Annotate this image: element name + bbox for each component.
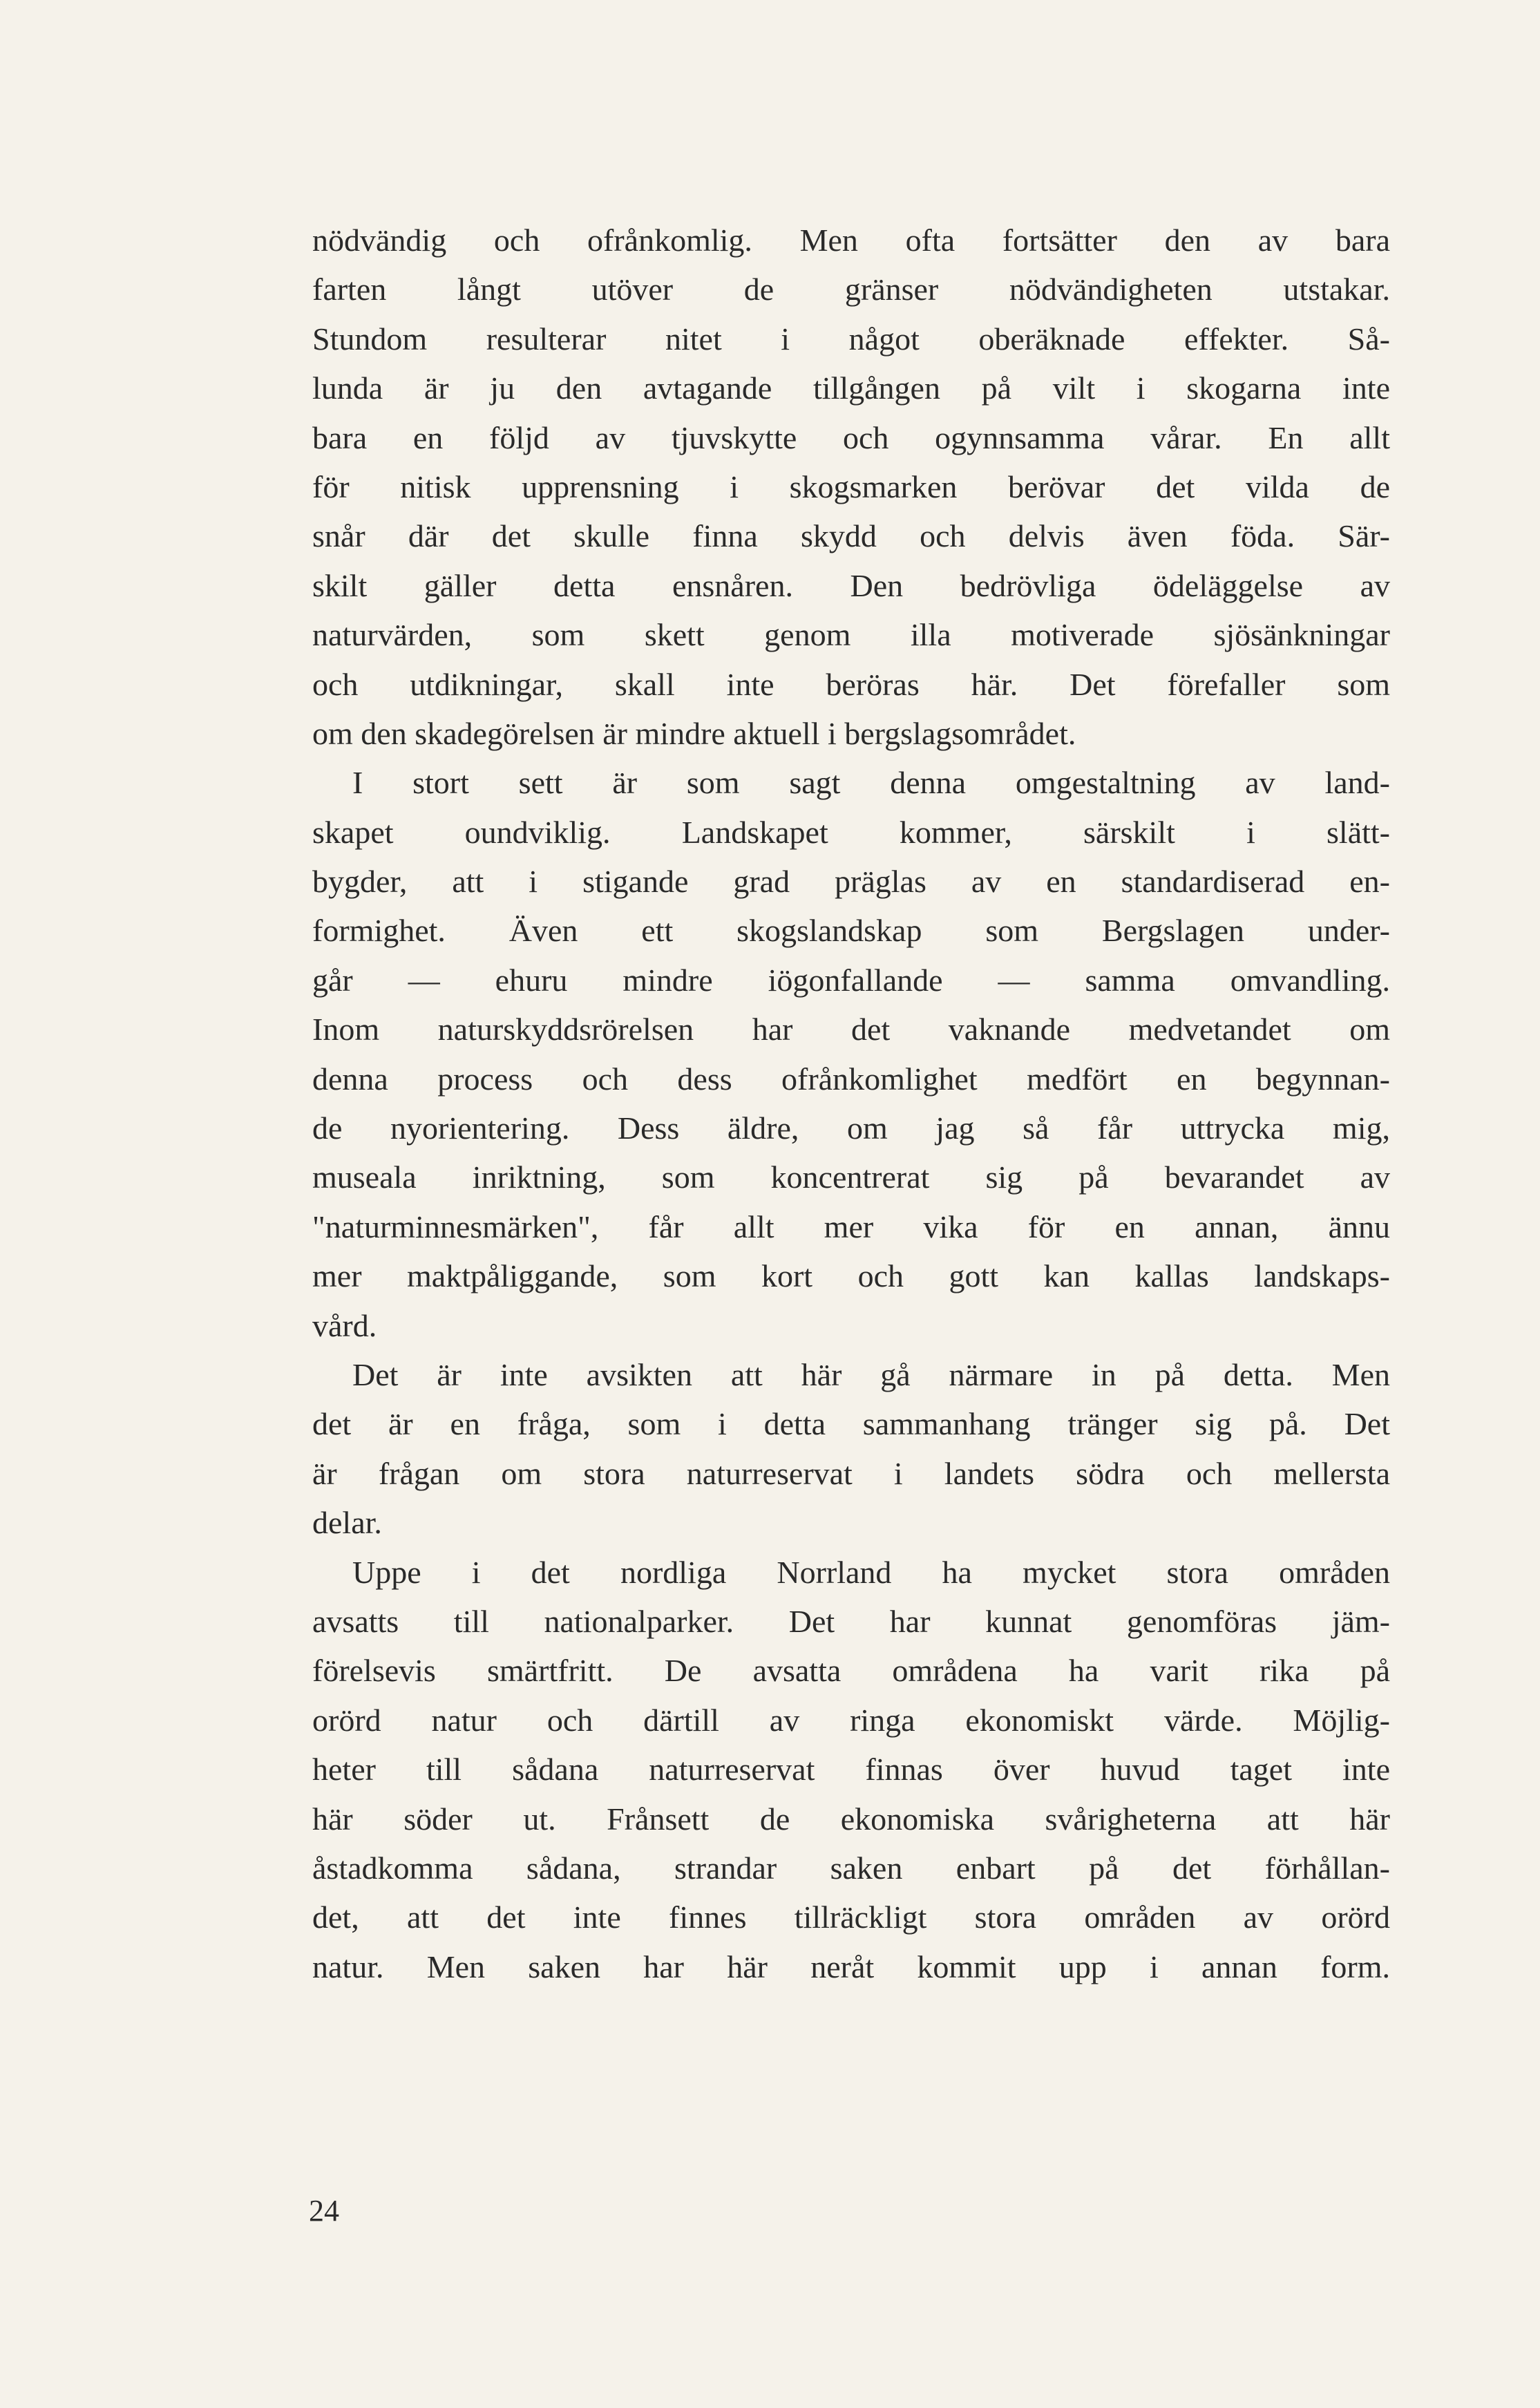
text-line: orörd natur och därtill av ringa ekonomiskt värde. Möjlig-	[312, 1702, 1390, 1738]
text-line: går — ehuru mindre iögonfallande — samma omvandling.	[312, 962, 1390, 998]
paragraph-3	[312, 1350, 1390, 1548]
text-line: åstadkomma sådana, strandar saken enbart på det förhållan-	[312, 1850, 1390, 1886]
text-line: bygder, att i stigande grad präglas av en standardiserad en-	[312, 864, 1390, 900]
text-line: naturvärden, som skett genom illa motiverade sjösänkningar	[312, 617, 1390, 653]
text-line: de nyorientering. Dess äldre, om jag så får uttrycka mig,	[312, 1110, 1390, 1146]
body-text	[312, 216, 1390, 1991]
text-line: denna process och dess ofrånkomlighet medfört en begynnan-	[312, 1061, 1390, 1097]
text-line: skapet oundviklig. Landskapet kommer, särskilt i slätt-	[312, 814, 1390, 850]
text-line: natur. Men saken har här neråt kommit upp i annan form.	[312, 1949, 1390, 1984]
text-line: heter till sådana naturreservat finnas över huvud taget inte	[312, 1752, 1390, 1788]
text-line: farten långt utöver de gränser nödvändigheten utstakar.	[312, 272, 1390, 307]
text-line: Det är inte avsikten att här gå närmare in på detta. Men	[352, 1356, 1390, 1392]
text-line: "naturminnesmärken", får allt mer vika för en annan, ännu	[312, 1208, 1390, 1244]
text-line: skilt gäller detta ensnåren. Den bedrövliga ödeläggelse av	[312, 567, 1390, 603]
text-line: är frågan om stora naturreservat i landets södra och mellersta	[312, 1455, 1390, 1491]
paragraph-4	[312, 1548, 1390, 1992]
text-line: vård.	[312, 1307, 377, 1343]
text-line: avsatts till nationalparker. Det har kunnat genomföras jäm-	[312, 1603, 1390, 1639]
text-line: museala inriktning, som koncentrerat sig på bevarandet av	[312, 1159, 1390, 1195]
text-line: Stundom resulterar nitet i något oberäknade effekter. Så-	[312, 321, 1390, 357]
page-number: 24	[309, 2194, 339, 2228]
text-line: mer maktpåliggande, som kort och gott kan kallas landskaps-	[312, 1258, 1390, 1294]
text-line: om den skadegörelsen är mindre aktuell i bergslagsområdet.	[312, 715, 1076, 751]
text-line: det är en fråga, som i detta sammanhang tränger sig på. Det	[312, 1406, 1390, 1442]
text-line: här söder ut. Frånsett de ekonomiska svårigheterna att här	[312, 1801, 1390, 1837]
text-line: och utdikningar, skall inte beröras här. Det förefaller som	[312, 666, 1390, 702]
text-line: snår där det skulle finna skydd och delvis även föda. Sär-	[312, 518, 1390, 554]
text-line: delar.	[312, 1505, 382, 1541]
paragraph-1	[312, 216, 1390, 758]
text-line: nödvändig och ofrånkomlig. Men ofta fortsätter den av bara	[312, 222, 1390, 258]
text-line: det, att det inte finnes tillräckligt stora områden av orörd	[312, 1899, 1390, 1935]
text-line: för nitisk upprensning i skogsmarken berövar det vilda de	[312, 468, 1390, 504]
text-line: Uppe i det nordliga Norrland ha mycket stora områden	[352, 1554, 1390, 1590]
text-line: förelsevis smärtfritt. De avsatta områdena ha varit rika på	[312, 1653, 1390, 1689]
text-line: bara en följd av tjuvskytte och ogynnsamma vårar. En allt	[312, 419, 1390, 455]
text-line: lunda är ju den avtagande tillgången på vilt i skogarna inte	[312, 370, 1390, 406]
text-line: formighet. Även ett skogslandskap som Bergslagen under-	[312, 913, 1390, 949]
text-line: Inom naturskyddsrörelsen har det vaknande medvetandet om	[312, 1012, 1390, 1047]
text-line: I stort sett är som sagt denna omgestaltning av land-	[352, 765, 1390, 801]
paragraph-2	[312, 758, 1390, 1350]
